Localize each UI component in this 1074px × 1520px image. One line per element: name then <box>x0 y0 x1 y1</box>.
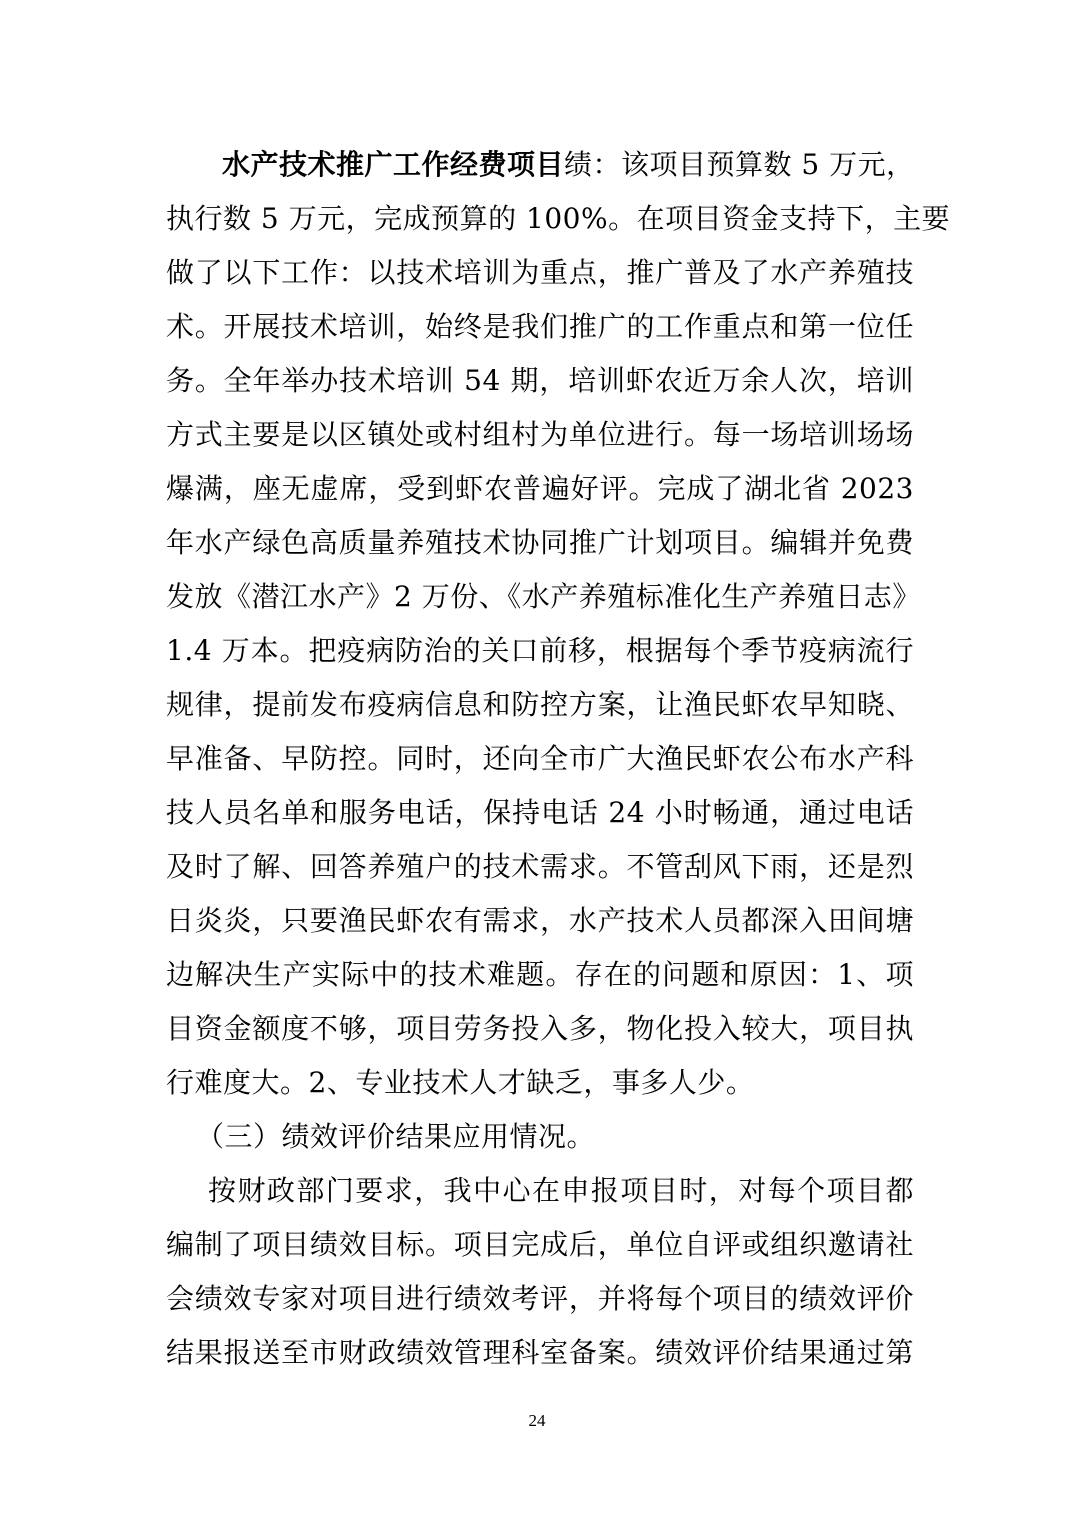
paragraph-1-line-16: 边解决生产实际中的技术难题。存在的问题和原因：1、项 <box>166 958 914 991</box>
paragraph-1-line-11: 规律，提前发布疫病信息和防控方案，让渔民虾农早知晓、 <box>166 688 914 721</box>
paragraph-1-line-9: 发放《潜江水产》2 万份、《水产养殖标准化生产养殖日志》 <box>166 580 921 613</box>
paragraph-1-line-6: 方式主要是以区镇处或村组村为单位进行。每一场培训场场 <box>166 418 914 451</box>
paragraph-2-line-3: 会绩效专家对项目进行绩效考评，并将每个项目的绩效评价 <box>166 1282 914 1315</box>
page-number: 24 <box>528 1411 546 1430</box>
paragraph-1-line-10: 1.4 万本。把疫病防治的关口前移，根据每个季节疫病流行 <box>166 634 914 667</box>
paragraph-1-line-18: 行难度大。2、专业技术人才缺乏，事多人少。 <box>166 1066 755 1099</box>
paragraph-2-line-2: 编制了项目绩效目标。项目完成后，单位自评或组织邀请社 <box>166 1228 914 1261</box>
paragraph-1-line-1: 水产技术推广工作经费项目绩：该项目预算数 5 万元， <box>222 148 915 181</box>
section-heading: （三）绩效评价结果应用情况。 <box>196 1120 596 1153</box>
paragraph-1-line-3: 做了以下工作：以技术培训为重点，推广普及了水产养殖技 <box>166 256 914 289</box>
paragraph-1-line-17: 目资金额度不够，项目劳务投入多，物化投入较大，项目执 <box>166 1012 914 1045</box>
paragraph-2-line-4: 结果报送至市财政绩效管理科室备案。绩效评价结果通过第 <box>166 1336 914 1369</box>
paragraph-1-line-14: 及时了解、回答养殖户的技术需求。不管刮风下雨，还是烈 <box>166 850 914 883</box>
paragraph-2-line-1: 按财政部门要求，我中心在申报项目时，对每个项目都 <box>208 1174 914 1207</box>
project-title: 水产技术推广工作经费项目 <box>222 148 565 181</box>
paragraph-1-line-8: 年水产绿色高质量养殖技术协同推广计划项目。编辑并免费 <box>166 526 914 559</box>
paragraph-1-line-12: 早准备、早防控。同时，还向全市广大渔民虾农公布水产科 <box>166 742 914 775</box>
paragraph-1-line-7: 爆满，座无虚席，受到虾农普遍好评。完成了湖北省 2023 <box>166 472 914 505</box>
paragraph-1-line-15: 日炎炎，只要渔民虾农有需求，水产技术人员都深入田间塘 <box>166 904 914 937</box>
paragraph-1-line-4: 术。开展技术培训，始终是我们推广的工作重点和第一位任 <box>166 310 914 343</box>
paragraph-1-line-13: 技人员名单和服务电话，保持电话 24 小时畅通，通过电话 <box>166 796 914 829</box>
paragraph-1-line-2: 执行数 5 万元，完成预算的 100%。在项目资金支持下，主要 <box>166 202 951 235</box>
paragraph-1-line-5: 务。全年举办技术培训 54 期，培训虾农近万余人次，培训 <box>166 364 914 397</box>
